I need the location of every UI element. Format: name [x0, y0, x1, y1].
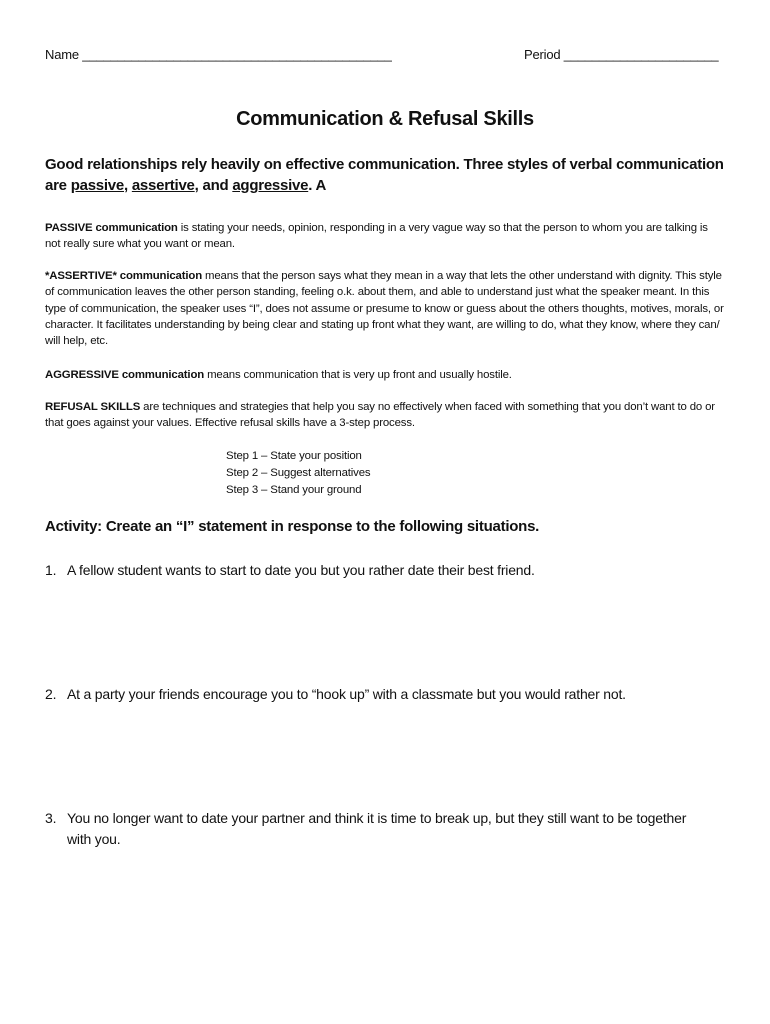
intro-paragraph: [45, 154, 735, 196]
assertive-text: means that the person says what they mean in a way that lets the other understand with dignity. This style of communication leaves the other person standing, feeling o.k. about them, and able to understand just what the speaker meant. In this type of communication, the speaker uses “I”, does not assume or presume to know or guess about the others thoughts, motives, morals, or character. It facilitates understanding by being clear and stating up front what they want, are willing to do, what they know, where they can/ will help, etc.: [45, 270, 724, 348]
intro-aggressive: aggressive: [232, 177, 309, 194]
intro-text-start: Good relationships rely heavily on effective communication. Three styles of verbal communication are: [45, 156, 724, 194]
question-text: You no longer want to date your partner and think it is time to break up, but they still want to be together with you.: [67, 810, 687, 847]
question-number: 2.: [45, 686, 57, 702]
passive-term: PASSIVE communication: [45, 222, 178, 234]
step-item: Step 2 – Suggest alternatives: [226, 466, 371, 479]
refusal-steps-list: [226, 448, 370, 498]
name-line[interactable]: Name ____________________________________________: [45, 47, 392, 62]
aggressive-text: means communication that is very up front and usually hostile.: [204, 369, 512, 381]
intro-passive: passive: [70, 177, 124, 194]
intro-sep1: ,: [124, 177, 132, 194]
assertive-paragraph: [45, 268, 725, 349]
aggressive-paragraph: [45, 367, 725, 383]
passive-paragraph: [45, 220, 725, 253]
question-item: [45, 684, 705, 705]
intro-text-end: . A: [308, 177, 327, 194]
aggressive-term: AGGRESSIVE communication: [45, 369, 205, 381]
question-text: At a party your friends encourage you to “hook up” with a classmate but you would rather not.: [67, 686, 626, 702]
question-number: 1.: [45, 562, 57, 578]
question-text: A fellow student wants to start to date you but you rather date their best friend.: [67, 562, 535, 578]
question-number: 3.: [45, 810, 57, 826]
question-item: [45, 808, 705, 850]
activity-heading: Activity: Create an “I” statement in response to the following situations.: [45, 518, 540, 535]
intro-sep2: , and: [194, 177, 233, 194]
intro-assertive: assertive: [131, 177, 195, 194]
question-item: [45, 560, 705, 581]
refusal-paragraph: [45, 399, 725, 432]
assertive-term: *ASSERTIVE* communication: [45, 270, 203, 282]
step-item: Step 3 – Stand your ground: [226, 483, 362, 496]
refusal-text: are techniques and strategies that help you say no effectively when faced with something that you don’t want to do or that goes against your values. Effective refusal skills have a 3-step process.: [45, 401, 715, 430]
period-line[interactable]: Period ______________________: [524, 47, 719, 62]
step-item: Step 1 – State your position: [226, 450, 362, 462]
refusal-term: REFUSAL SKILLS: [45, 401, 141, 413]
page-title: Communication & Refusal Skills: [236, 108, 534, 130]
passive-text: is stating your needs, opinion, responding in a very vague way so that the person to whom you are talking is not really sure what you want or mean.: [45, 222, 708, 251]
